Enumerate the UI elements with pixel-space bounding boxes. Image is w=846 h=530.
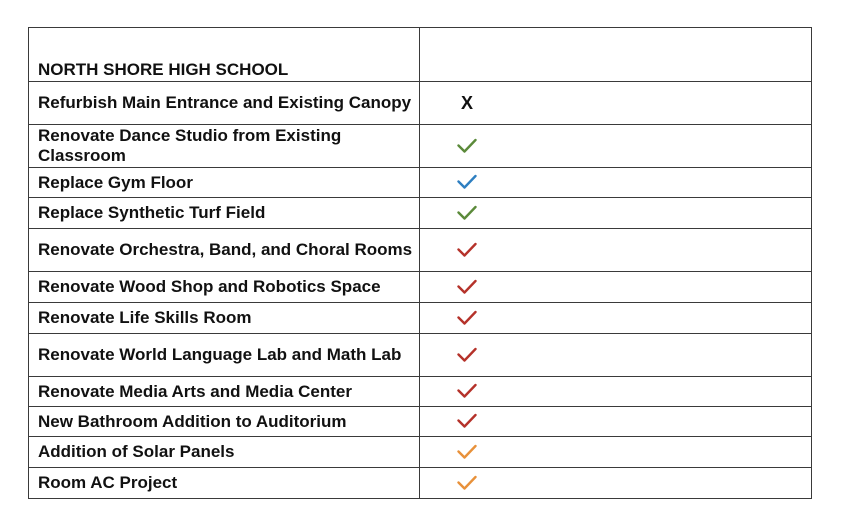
project-name-cell: Replace Synthetic Turf Field [29,198,420,229]
table-row [29,198,812,229]
checkmark-icon [457,309,477,327]
project-name-cell: Renovate Dance Studio from Existing Classroom [29,125,420,168]
project-name-cell: Room AC Project [29,468,420,499]
status-cell [420,272,812,303]
checkmark-stroke [459,140,476,152]
checkmark-icon [457,443,477,461]
checkmark-stroke [459,385,476,397]
checkmark-stroke [459,176,476,188]
school-name-header: NORTH SHORE HIGH SCHOOL [29,28,420,82]
checkmark-icon [457,137,477,155]
project-name-cell: Refurbish Main Entrance and Existing Canopy [29,82,420,125]
checkmark-icon [457,412,477,430]
table-row [29,272,812,303]
table-row [29,168,812,198]
project-status-table-container [28,27,811,499]
project-name-cell: Renovate Orchestra, Band, and Choral Rooms [29,229,420,272]
checkmark-stroke [459,349,476,361]
table-row [29,334,812,377]
project-status-table [28,27,812,499]
checkmark-icon [457,173,477,191]
project-name-cell: Renovate Media Arts and Media Center [29,377,420,407]
project-name-cell: Renovate Wood Shop and Robotics Space [29,272,420,303]
project-name-cell: Replace Gym Floor [29,168,420,198]
checkmark-stroke [459,446,476,458]
checkmark-icon [457,346,477,364]
project-name-cell: Renovate Life Skills Room [29,303,420,334]
checkmark-stroke [459,281,476,293]
status-cell [420,125,812,168]
status-cell [420,198,812,229]
table-row [29,377,812,407]
checkmark-icon [457,241,477,259]
table-row [29,437,812,468]
checkmark-stroke [459,312,476,324]
checkmark-stroke [459,477,476,489]
status-cell [420,468,812,499]
project-name-cell: Addition of Solar Panels [29,437,420,468]
checkmark-stroke [459,244,476,256]
status-header [420,28,812,82]
project-name-cell: New Bathroom Addition to Auditorium [29,407,420,437]
checkmark-icon [457,204,477,222]
checkmark-icon [457,382,477,400]
table-row [29,229,812,272]
status-cell [420,229,812,272]
status-cell [420,334,812,377]
checkmark-icon [457,278,477,296]
table-row [29,82,812,125]
x-mark-icon: X [461,92,474,113]
table-row [29,407,812,437]
table-header-row [29,28,812,82]
table-row [29,125,812,168]
checkmark-stroke [459,415,476,427]
status-cell [420,437,812,468]
status-cell [420,407,812,437]
table-row [29,468,812,499]
project-name-cell: Renovate World Language Lab and Math Lab [29,334,420,377]
status-cell [420,82,812,125]
checkmark-icon [457,474,477,492]
checkmark-stroke [459,207,476,219]
table-row [29,303,812,334]
status-cell [420,377,812,407]
status-cell [420,168,812,198]
status-cell [420,303,812,334]
